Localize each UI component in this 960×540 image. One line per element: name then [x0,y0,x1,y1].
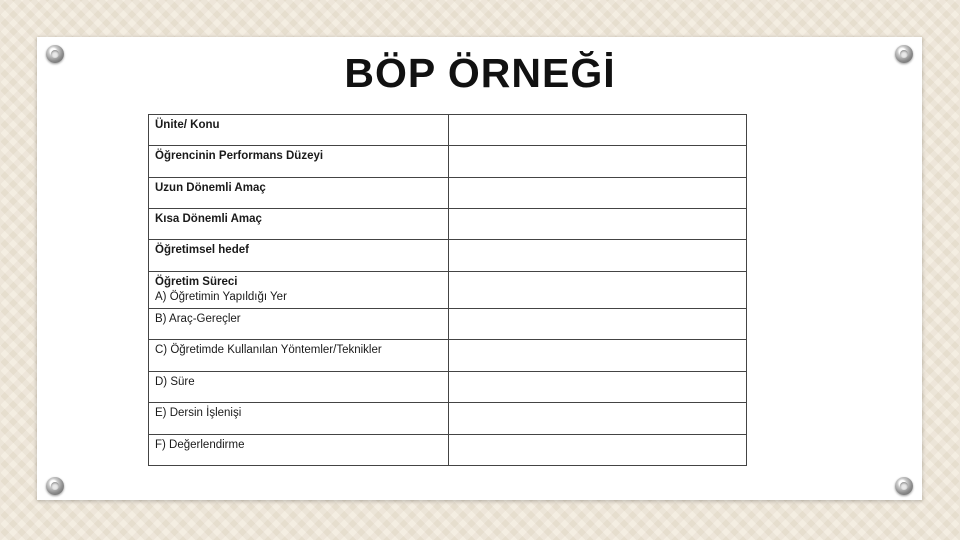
table-row [149,240,747,271]
row-label-teaching-process [149,271,449,308]
table-row [149,146,747,177]
table-row [149,209,747,240]
row-label-performance-level: Öğrencinin Performans Düzeyi [149,146,449,177]
slide-title: BÖP ÖRNEĞİ [344,50,616,96]
row-value-cell[interactable] [449,146,747,177]
table-row [149,115,747,146]
table-row [149,371,747,402]
row-label-methods-techniques: C) Öğretimde Kullanılan Yöntemler/Teknikler [149,340,449,371]
row-value-cell[interactable] [449,434,747,465]
row-label-evaluation: F) Değerlendirme [149,434,449,465]
table-row [149,434,747,465]
row-label-materials: B) Araç-Gereçler [149,309,449,340]
row-value-cell[interactable] [449,115,747,146]
row-value-cell[interactable] [449,209,747,240]
row-value-cell[interactable] [449,177,747,208]
row-value-cell[interactable] [449,403,747,434]
table-row [149,309,747,340]
row-label-instructional-objective: Öğretimsel hedef [149,240,449,271]
pushpin-icon [895,477,913,495]
row-label-long-term-goal: Uzun Dönemli Amaç [149,177,449,208]
row-label-teaching-process-title: Öğretim Süreci [155,275,238,288]
row-label-lesson-flow: E) Dersin İşlenişi [149,403,449,434]
table-row [149,340,747,371]
table-row [149,403,747,434]
row-value-cell[interactable] [449,309,747,340]
row-value-cell[interactable] [449,271,747,308]
row-label-unit-topic: Ünite/ Konu [149,115,449,146]
row-label-short-term-goal: Kısa Dönemli Amaç [149,209,449,240]
row-label-duration: D) Süre [149,371,449,402]
table-row [149,177,747,208]
table-row [149,271,747,308]
pushpin-icon [46,477,64,495]
row-value-cell[interactable] [449,340,747,371]
row-label-teaching-location: A) Öğretimin Yapıldığı Yer [155,290,287,303]
bop-form-table [148,114,747,466]
row-value-cell[interactable] [449,371,747,402]
row-value-cell[interactable] [449,240,747,271]
